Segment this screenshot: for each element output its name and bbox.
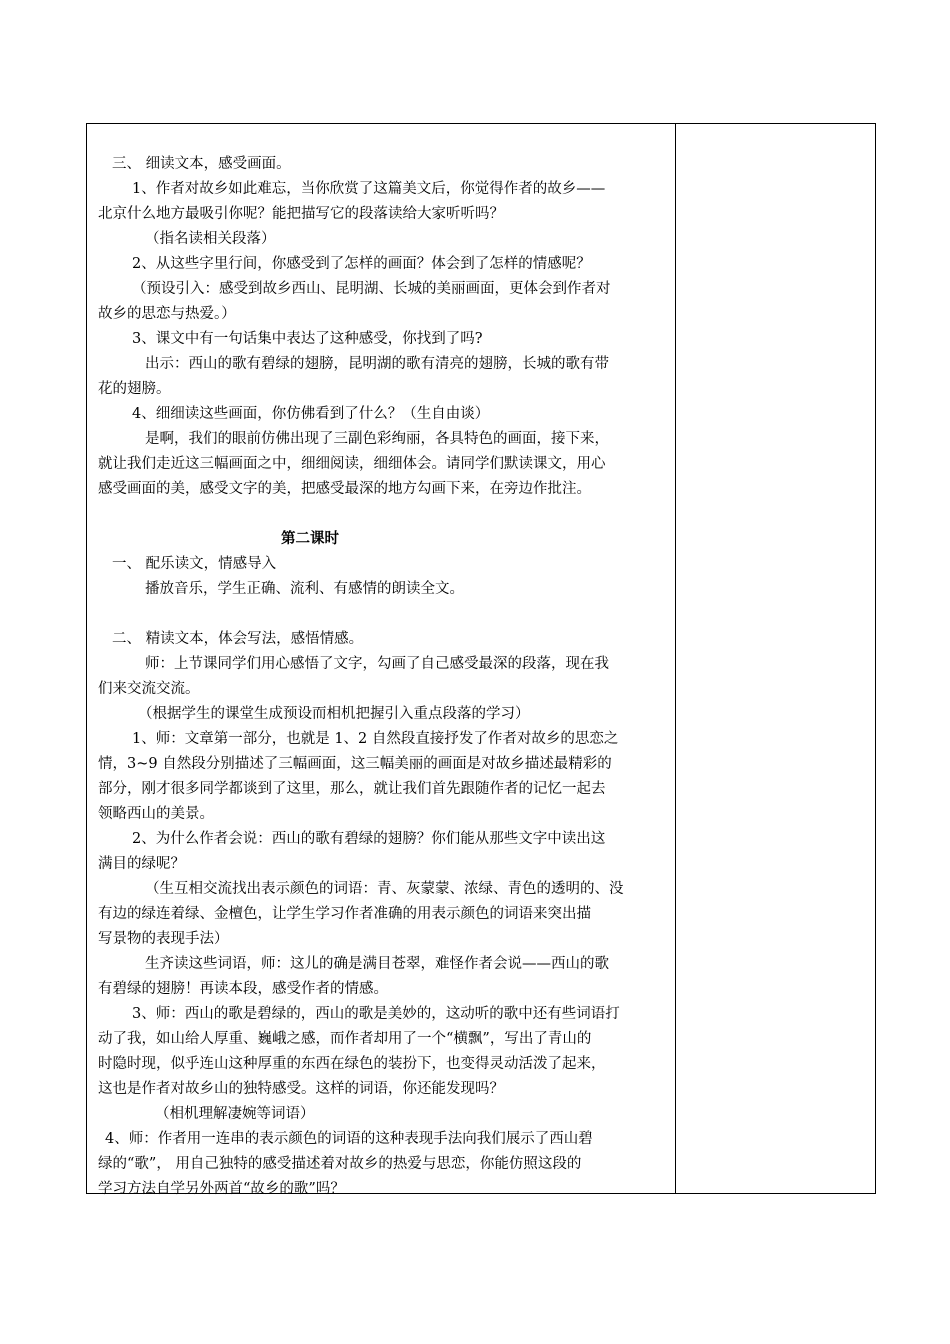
paragraph-line: 感受画面的美，感受文字的美，把感受最深的地方勾画下来，在旁边作批注。 bbox=[98, 481, 591, 497]
paragraph-line: 1、作者对故乡如此难忘，当你欣赏了这篇美文后，你觉得作者的故乡—— bbox=[132, 181, 606, 197]
paragraph-line: 情，3~9 自然段分别描述了三幅画面，这三幅美丽的画面是对故乡描述最精彩的 bbox=[98, 756, 612, 772]
paragraph-line: 北京什么地方最吸引你呢？能把描写它的段落读给大家听听吗？ bbox=[98, 206, 504, 222]
paragraph-line: 出示：西山的歌有碧绿的翅膀，昆明湖的歌有清亮的翅膀，长城的歌有带 bbox=[145, 356, 609, 372]
paragraph-line: 动了我，如山给人厚重、巍峨之感，而作者却用了一个“横飘”，写出了青山的 bbox=[98, 1031, 592, 1047]
paragraph-line: 师：上节课同学们用心感悟了文字，勾画了自己感受最深的段落，现在我 bbox=[145, 656, 609, 672]
section-heading-1: 一、 配乐读文，情感导入 bbox=[112, 556, 277, 572]
paragraph-line: 领略西山的美景。 bbox=[98, 806, 214, 822]
paragraph-line: 3、课文中有一句话集中表达了这种感受，你找到了吗? bbox=[132, 331, 483, 347]
paragraph-line: 3、师：西山的歌是碧绿的，西山的歌是美妙的，这动听的歌中还有些词语打 bbox=[132, 1006, 620, 1022]
paragraph-line: 有边的绿连着绿、金檀色，让学生学习作者准确的用表示颜色的词语来突出描 bbox=[98, 906, 591, 922]
notes-cell bbox=[676, 124, 875, 1193]
paragraph-line: 2、从这些字里行间，你感受到了怎样的画面？体会到了怎样的情感呢？ bbox=[132, 256, 591, 272]
paragraph-line: 就让我们走近这三幅画面之中，细细阅读，细细体会。请同学们默读课文，用心 bbox=[98, 456, 606, 472]
paragraph-line: 学习方法自学另外两首“故乡的歌”吗？ bbox=[98, 1181, 345, 1197]
paragraph-line: 们来交流交流。 bbox=[98, 681, 200, 697]
paragraph-line: 时隐时现，似乎连山这种厚重的东西在绿色的装扮下，也变得灵动活泼了起来， bbox=[98, 1056, 606, 1072]
section-heading-2: 二、 精读文本，体会写法，感悟情感。 bbox=[112, 631, 364, 647]
paragraph-line: （生互相交流找出表示颜色的词语：青、灰蒙蒙、浓绿、青色的透明的、没 bbox=[145, 881, 624, 897]
paragraph-line: （指名读相关段落） bbox=[145, 231, 276, 247]
paragraph-line: 有碧绿的翅膀！再读本段，感受作者的情感。 bbox=[98, 981, 388, 997]
lesson-table bbox=[86, 123, 876, 1197]
paragraph-line: 1、师：文章第一部分，也就是 1、2 自然段直接抒发了作者对故乡的思恋之 bbox=[132, 731, 619, 747]
paragraph-line: 是啊，我们的眼前仿佛出现了三副色彩绚丽，各具特色的画面，接下来， bbox=[145, 431, 609, 447]
lesson-period-title: 第二课时 bbox=[281, 530, 339, 547]
paragraph-line: 部分，刚才很多同学都谈到了这里，那么，就让我们首先跟随作者的记忆一起去 bbox=[98, 781, 606, 797]
paragraph-line: 花的翅膀。 bbox=[98, 381, 171, 397]
paragraph-line: 满目的绿呢？ bbox=[98, 856, 185, 872]
paragraph-line: 故乡的思恋与热爱。） bbox=[98, 306, 236, 322]
paragraph-line: 播放音乐，学生正确、流利、有感情的朗读全文。 bbox=[145, 581, 464, 597]
paragraph-line: （预设引入：感受到故乡西山、昆明湖、长城的美丽画面，更体会到作者对 bbox=[132, 281, 611, 297]
paragraph-line: （相机理解凄婉等词语） bbox=[155, 1106, 315, 1122]
paragraph-line: 2、为什么作者会说：西山的歌有碧绿的翅膀？你们能从那些文字中读出这 bbox=[132, 831, 606, 847]
paragraph-line: 这也是作者对故乡山的独特感受。这样的词语，你还能发现吗？ bbox=[98, 1081, 504, 1097]
paragraph-line: （根据学生的课堂生成预设而相机把握引入重点段落的学习） bbox=[138, 706, 530, 722]
paragraph-line: 生齐读这些词语，师：这儿的确是满目苍翠，难怪作者会说——西山的歌 bbox=[145, 956, 609, 972]
paragraph-line: 绿的“歌”， 用自己独特的感受描述着对故乡的热爱与思恋，你能仿照这段的 bbox=[98, 1156, 582, 1172]
paragraph-line: 4、师：作者用一连串的表示颜色的词语的这种表现手法向我们展示了西山碧 bbox=[105, 1131, 593, 1147]
lesson-content-cell bbox=[87, 124, 675, 1197]
paragraph-line: 写景物的表现手法） bbox=[98, 931, 229, 947]
paragraph-line: 4、细细读这些画面，你仿佛看到了什么？（生自由谈） bbox=[132, 406, 490, 422]
section-heading-3: 三、 细读文本，感受画面。 bbox=[112, 156, 291, 172]
